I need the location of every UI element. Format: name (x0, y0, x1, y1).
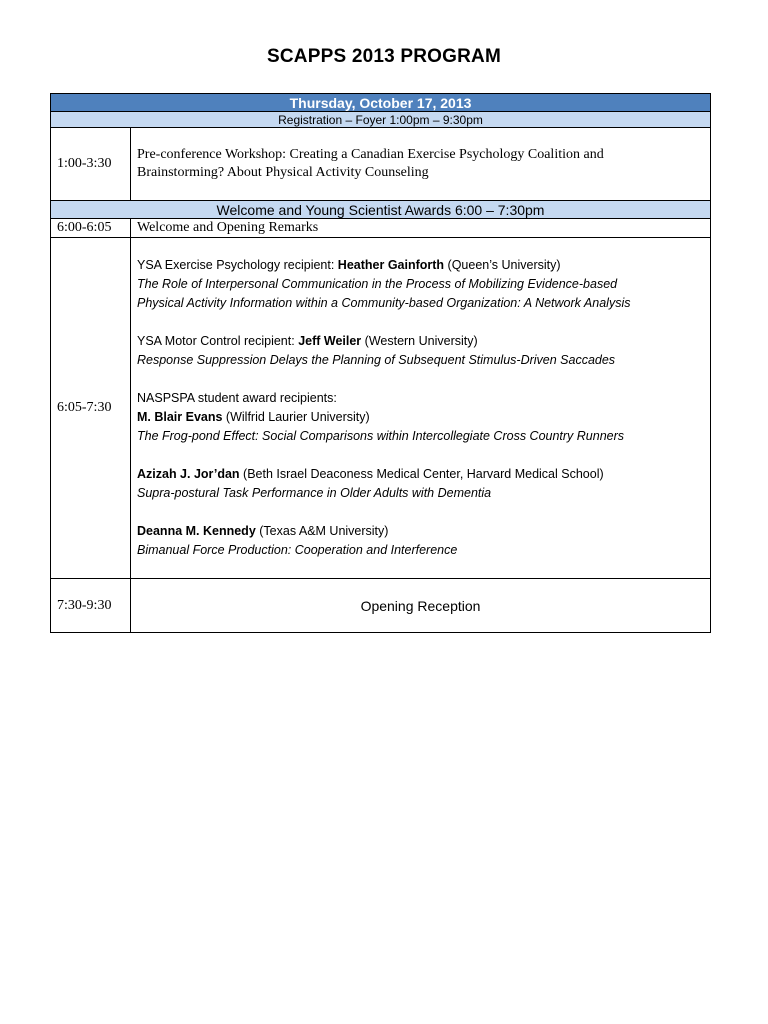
workshop-time: 1:00-3:30 (51, 128, 131, 201)
ysa-exercise-prefix: YSA Exercise Psychology recipient: (137, 258, 338, 272)
ysa-exercise-name: Heather Gainforth (337, 258, 445, 272)
ysa-motor-prefix: YSA Motor Control recipient: (137, 334, 299, 348)
day-header-row (51, 94, 711, 112)
ysa-motor-affil: (Western University) (361, 334, 478, 348)
day-header: Thursday, October 17, 2013 (51, 94, 711, 112)
ysa-motor-name: Jeff Weiler (298, 334, 362, 348)
welcome-row (51, 219, 711, 238)
registration-row (51, 112, 711, 128)
welcome-text: Welcome and Opening Remarks (131, 219, 711, 238)
ysa-exercise-entry (137, 256, 710, 313)
registration-text: Registration – Foyer 1:00pm – 9:30pm (51, 112, 711, 128)
welcome-time: 6:00-6:05 (51, 219, 131, 238)
workshop-cell (131, 128, 711, 201)
workshop-row (51, 128, 711, 201)
page-title: SCAPPS 2013 PROGRAM (267, 46, 501, 67)
kennedy-affil: (Texas A&M University) (255, 524, 389, 538)
reception-row (51, 579, 711, 633)
ysa-motor-title: Response Suppression Delays the Planning of Subsequent Stimulus-Driven Saccades (137, 353, 616, 367)
evans-affil: (Wilfrid Laurier University) (222, 410, 370, 424)
evans-title: The Frog-pond Effect: Social Comparisons within Intercollegiate Cross Country Runners (137, 429, 625, 443)
ysa-exercise-title-1: The Role of Interpersonal Communication in the Process of Mobilizing Evidence-based (137, 277, 618, 291)
kennedy-entry (137, 522, 710, 560)
kennedy-name: Deanna M. Kennedy (137, 524, 256, 538)
awards-time: 6:05-7:30 (51, 238, 131, 579)
evans-name: M. Blair Evans (137, 410, 223, 424)
jordan-affil: (Beth Israel Deaconess Medical Center, Harvard Medical School) (239, 467, 604, 481)
naspspa-heading: NASPSPA student award recipients: (137, 391, 337, 405)
workshop-line-2: Brainstorming? About Physical Activity Counseling (137, 165, 429, 180)
kennedy-title: Bimanual Force Production: Cooperation and Interference (137, 543, 458, 557)
naspspa-entry (137, 389, 710, 446)
ysa-exercise-affil: (Queen’s University) (444, 258, 561, 272)
jordan-name: Azizah J. Jor’dan (137, 467, 240, 481)
ysa-exercise-title-2: Physical Activity Information within a Community-based Organization: A Network Analysis (137, 296, 631, 310)
awards-row (51, 238, 711, 579)
reception-text: Opening Reception (131, 579, 711, 633)
reception-time: 7:30-9:30 (51, 579, 131, 633)
jordan-entry (137, 465, 710, 503)
program-table (50, 93, 711, 633)
awards-cell (131, 238, 711, 579)
awards-band-row (51, 201, 711, 219)
workshop-line-1: Pre-conference Workshop: Creating a Canadian Exercise Psychology Coalition and (137, 147, 604, 162)
awards-band-text: Welcome and Young Scientist Awards 6:00 – 7:30pm (51, 201, 711, 219)
ysa-motor-entry (137, 332, 710, 370)
jordan-title: Supra-postural Task Performance in Older Adults with Dementia (137, 486, 492, 500)
